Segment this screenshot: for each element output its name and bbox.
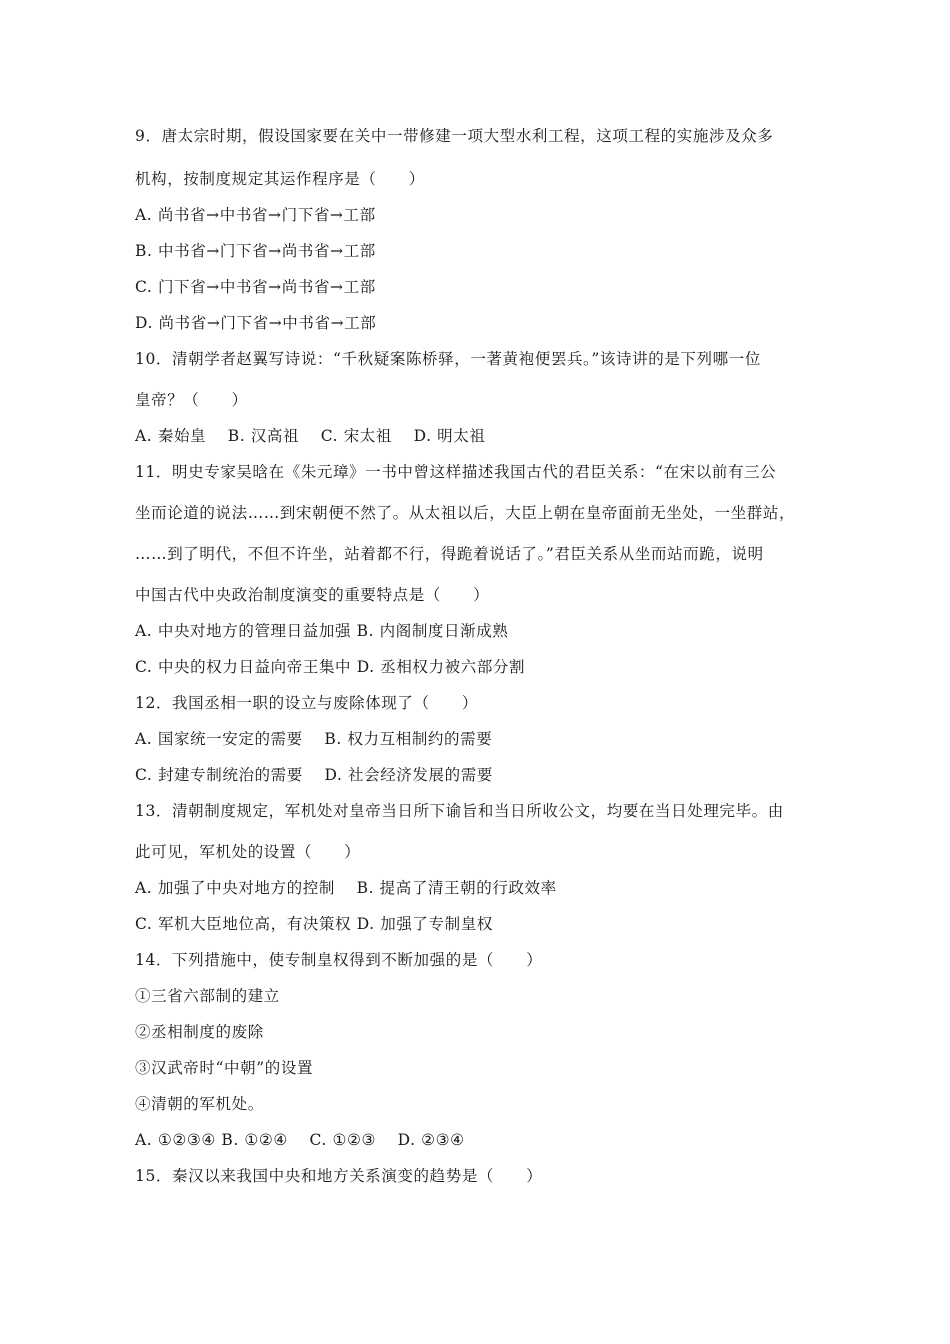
question-10-stem-line-1: 10．清朝学者赵翼写诗说：“千秋疑案陈桥驿，一著黄袍便罢兵。”该诗讲的是下列哪一位 [135, 350, 761, 368]
question-13-stem-line-2: 此可见，军机处的设置（ ） [135, 843, 361, 861]
question-12-options-cd: C. 封建专制统治的需要 D. 社会经济发展的需要 [135, 766, 493, 784]
question-12-stem: 12．我国丞相一职的设立与废除体现了（ ） [135, 694, 478, 712]
question-10-stem-line-2: 皇帝？（ ） [135, 391, 248, 409]
question-9-stem-line-2: 机构，按制度规定其运作程序是（ ） [135, 170, 425, 188]
question-11-stem-line-2: 坐而论道的说法……到宋朝便不然了。从太祖以后，大臣上朝在皇帝面前无坐处，一坐群站， [135, 504, 796, 522]
question-14-stem: 14．下列措施中，使专制皇权得到不断加强的是（ ） [135, 951, 543, 969]
question-10-options: A. 秦始皇 B. 汉高祖 C. 宋太祖 D. 明太祖 [135, 427, 486, 445]
question-9-option-c: C. 门下省→中书省→尚书省→工部 [135, 278, 376, 296]
question-14-item-2: ②丞相制度的废除 [135, 1023, 264, 1041]
question-11-stem-line-1: 11．明史专家吴晗在《朱元璋》一书中曾这样描述我国古代的君臣关系：“在宋以前有三公 [135, 463, 777, 481]
question-14-options: A. ①②③④ B. ①②④ C. ①②③ D. ②③④ [135, 1131, 465, 1149]
question-11-options-ab: A. 中央对地方的管理日益加强 B. 内阁制度日渐成熟 [135, 622, 509, 640]
question-14-item-4: ④清朝的军机处。 [135, 1095, 264, 1113]
question-13-stem-line-1: 13．清朝制度规定，军机处对皇帝当日所下谕旨和当日所收公文，均要在当日处理完毕。由 [135, 802, 784, 820]
question-9-stem-line-1: 9．唐太宗时期，假设国家要在关中一带修建一项大型水利工程，这项工程的实施涉及众多 [135, 127, 774, 145]
question-14-item-3: ③汉武帝时“中朝”的设置 [135, 1059, 314, 1077]
question-12-options-ab: A. 国家统一安定的需要 B. 权力互相制约的需要 [135, 730, 493, 748]
question-14-item-1: ①三省六部制的建立 [135, 987, 280, 1005]
question-11-stem-line-3: ……到了明代，不但不许坐，站着都不行，得跪着说话了。”君臣关系从坐而站而跪，说明 [135, 545, 764, 563]
question-9-option-d: D. 尚书省→门下省→中书省→工部 [135, 314, 377, 332]
question-15-stem: 15．秦汉以来我国中央和地方关系演变的趋势是（ ） [135, 1167, 543, 1185]
question-13-options-ab: A. 加强了中央对地方的控制 B. 提高了清王朝的行政效率 [135, 879, 557, 897]
question-9-option-a: A. 尚书省→中书省→门下省→工部 [135, 206, 376, 224]
question-11-stem-line-4: 中国古代中央政治制度演变的重要特点是（ ） [135, 586, 490, 604]
question-11-options-cd: C. 中央的权力日益向帝王集中 D. 丞相权力被六部分割 [135, 658, 526, 676]
question-13-options-cd: C. 军机大臣地位高，有决策权 D. 加强了专制皇权 [135, 915, 493, 933]
question-9-option-b: B. 中书省→门下省→尚书省→工部 [135, 242, 376, 260]
